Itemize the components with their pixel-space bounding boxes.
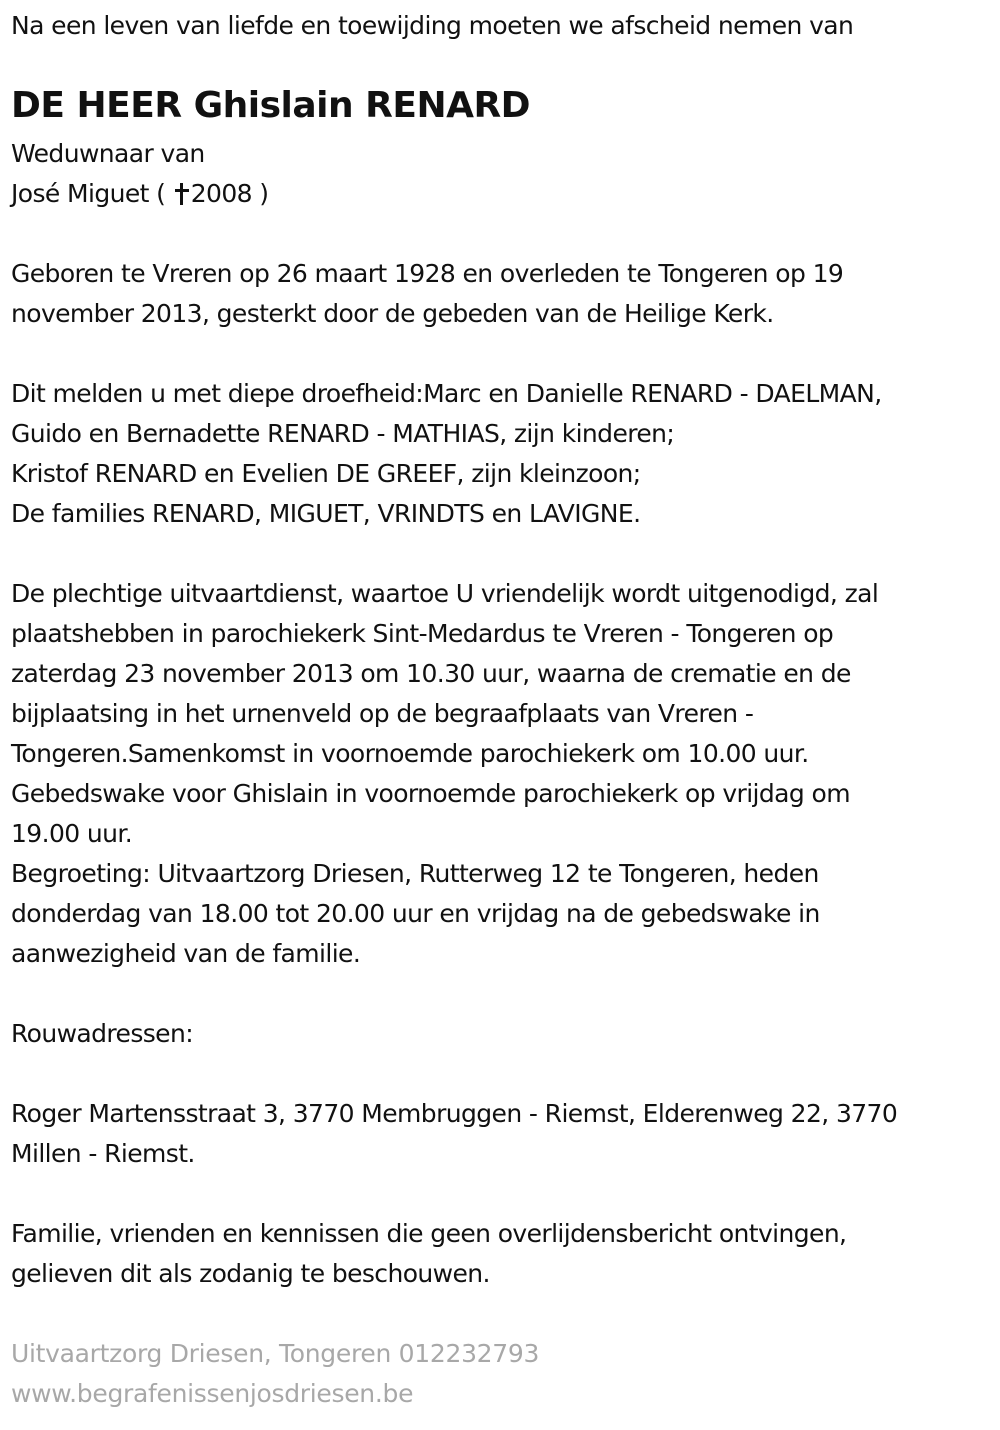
deceased-name: DE HEER Ghislain RENARD [11,85,531,126]
paragraph-line: november 2013, gesterkt door de gebeden van de Heilige Kerk. [11,299,774,328]
footer-website: www.begrafenissenjosdriesen.be [11,1379,414,1408]
birth-death-paragraph [11,254,843,334]
intro-text: Na een leven van liefde en toewijding moeten we afscheid nemen van [11,11,854,40]
spouse-name-line [11,174,268,214]
paragraph-line: Gebedswake voor Ghislain in voornoemde parochiekerk op vrijdag om [11,779,850,808]
footer-company: Uitvaartzorg Driesen, Tongeren 012232793 [11,1339,540,1368]
paragraph-line: Geboren te Vreren op 26 maart 1928 en overleden te Tongeren op 19 [11,259,844,288]
paragraph-line: Begroeting: Uitvaartzorg Driesen, Rutterweg 12 te Tongeren, heden [11,859,819,888]
spouse-name: José Miguet ( [11,179,166,208]
paragraph-line: plaatshebben in parochiekerk Sint-Medardus te Vreren - Tongeren op [11,619,834,648]
paragraph-line: De plechtige uitvaartdienst, waartoe U vriendelijk wordt uitgenodigd, zal [11,579,879,608]
paragraph-line: Tongeren.Samenkomst in voornoemde parochiekerk om 10.00 uur. [11,739,809,768]
paragraph-line: Dit melden u met diepe droefheid:Marc en Danielle RENARD - DAELMAN, [11,379,882,408]
rouwadressen-heading [11,1014,193,1054]
paragraph-line: aanwezigheid van de familie. [11,939,361,968]
paragraph-line: Familie, vrienden en kennissen die geen overlijdensbericht ontvingen, [11,1219,847,1248]
spouse-death-year: 2008 ) [190,179,269,208]
paragraph-line: 19.00 uur. [11,819,133,848]
family-paragraph [11,374,882,534]
address-line: Millen - Riemst. [11,1139,195,1168]
paragraph-line: donderdag van 18.00 tot 20.00 uur en vrijdag na de gebedswake in [11,899,820,928]
paragraph-line: Guido en Bernadette RENARD - MATHIAS, zijn kinderen; [11,419,675,448]
rouwadressen-list [11,1094,897,1174]
address-line: Roger Martensstraat 3, 3770 Membruggen - Riemst, Elderenweg 22, 3770 [11,1099,898,1128]
closing-paragraph [11,1214,846,1294]
spouse-label: Weduwnaar van [11,139,205,168]
funeral-service-paragraph [11,574,878,974]
footer [11,1334,539,1414]
heading-text: Rouwadressen: [11,1019,194,1048]
spouse-section [11,134,268,214]
cross-icon [175,183,189,205]
paragraph-line: Kristof RENARD en Evelien DE GREEF, zijn kleinzoon; [11,459,641,488]
paragraph-line: gelieven dit als zodanig te beschouwen. [11,1259,490,1288]
paragraph-line: bijplaatsing in het urnenveld op de begraafplaats van Vreren - [11,699,754,728]
paragraph-line: zaterdag 23 november 2013 om 10.30 uur, waarna de crematie en de [11,659,851,688]
paragraph-line: De families RENARD, MIGUET, VRINDTS en LAVIGNE. [11,499,641,528]
